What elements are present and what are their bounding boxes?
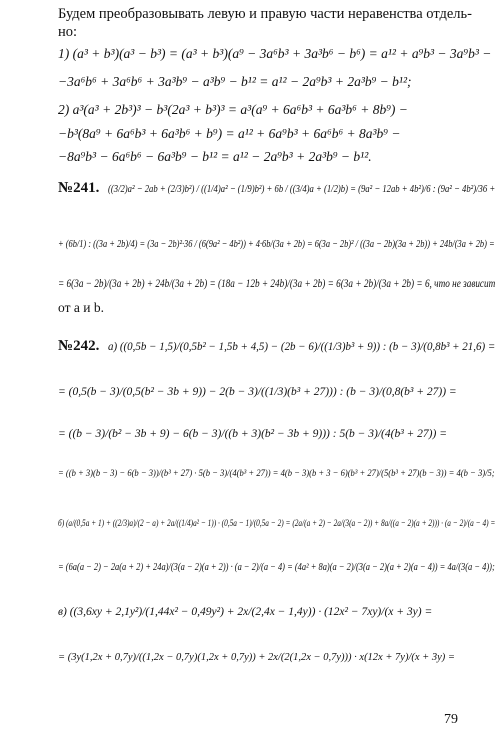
part1-line-2: −3a⁶b⁶ + 3a⁶b⁶ + 3a³b⁹ − a³b⁹ − b¹² = a¹² − 2a⁹b³ + 2a³b⁹ − b¹²; — [58, 74, 412, 89]
part1-line-1: 1) (a³ + b³)(a³ − b³) = (a³ + b³)(a⁹ − 3a⁶b³ + 3a³b⁶ − b⁶) = a¹² + a⁹b³ − 3a⁹b³ − — [58, 46, 492, 61]
problem-242b-line-1: б) (a/(0,5a + 1) + ((2/3)a)/(2 − a) + 2a/((1/4)a² − 1)) · (0,5a − 1)/(0,5a − 2) = (2a/(a + 2) − 2a/(3(a − 2)) + 8a/((a − 2)(a + 2))) · (a − 2)/(a − 4) = — [58, 519, 496, 529]
problem-241-line-3: = 6(3a − 2b)/(3a + 2b) + 24b/(3a + 2b) = (18a − 12b + 24b)/(3a + 2b) = 6(3a + 2b)/(3a + 2b) = 6, что не зависит — [58, 278, 496, 290]
problem-242c-line-2: = (3y(1,2x + 0,7y)/((1,2x − 0,7y)(1,2x + 0,7y)) + 2x/(2(1,2x − 0,7y))) · x(12x + 7y)/(x + 3y) = — [58, 652, 455, 663]
intro-line-1: Будем преобразовывать левую и правую части неравенства отдель- — [58, 6, 472, 22]
page-number: 79 — [444, 712, 458, 727]
part2-line-3: −8a⁹b³ − 6a⁶b⁶ − 6a³b⁹ − b¹² = a¹² − 2a⁹b³ + 2a³b⁹ − b¹². — [58, 149, 372, 164]
problem-242b-line-2: = (6a(a − 2) − 2a(a + 2) + 24a)/(3(a − 2)(a + 2)) · (a − 2)/(a − 4) = (4a² + 8a)(a − 2)/(3(a − 2)(a + 2)(a − 4)) = 4a/(3(a − 4)); — [58, 562, 495, 573]
part2-line-2: −b³(8a⁹ + 6a⁶b³ + 6a³b⁶ + b⁹) = a¹² + 6a⁹b³ + 6a⁶b⁶ + 8a³b⁹ − — [58, 126, 401, 141]
problem-242c-line-1: в) ((3,6xy + 2,1y²)/(1,44x² − 0,49y²) + 2x/(2,4x − 1,4y)) · (12x² − 7xy)/(x + 3y) = — [58, 606, 433, 618]
problem-241-line-2: + (6b/1) : ((3a + 2b)/4) = (3a − 2b)²·36 / (6(9a² − 4b²)) + 4·6b/(3a + 2b) = 6(3a − 2b)² / ((3a − 2b)(3a + 2b)) + 24b/(3a + 2b) = — [58, 238, 495, 250]
problem-242a-line-4: = ((b + 3)(b − 3) − 6(b − 3))/(b³ + 27) · 5(b − 3)/(4(b³ + 27)) = 4(b − 3)(b + 3 − 6)(b³ + 27)/(5(b³ + 27)(b − 3)) = 4(b − 3)/5; — [58, 469, 495, 479]
problem-241-line-4: от a и b. — [58, 300, 104, 315]
problem-242a-line-1: а) ((0,5b − 1,5)/(0,5b² − 1,5b + 4,5) − (2b − 6)/((1/3)b³ + 9)) : (b − 3)/(0,8b³ + 21,6) = — [108, 341, 496, 353]
problem-241-line-1: ((3/2)a² − 2ab + (2/3)b²) / ((1/4)a² − (1/9)b²) + 6b / ((3/4)a + (1/2)b) = (9a² − 12ab + 4b²)/6 : (9a² − 4b²)/36 + — [108, 183, 496, 195]
part2-line-1: 2) a³(a³ + 2b³)³ − b³(2a³ + b³)³ = a³(a⁹ + 6a⁶b³ + 6a³b⁶ + 8b⁹) − — [58, 102, 408, 117]
problem-242-label: №242. — [58, 338, 100, 354]
problem-241-label: №241. — [58, 180, 100, 196]
problem-242a-line-3: = ((b − 3)/(b² − 3b + 9) − 6(b − 3)/((b + 3)(b² − 3b + 9))) : 5(b − 3)/(4(b³ + 27)) = — [58, 428, 447, 440]
intro-line-2: но: — [58, 24, 78, 40]
problem-242a-line-2: = (0,5(b − 3)/(0,5(b² − 3b + 9)) − 2(b − 3)/((1/3)(b³ + 27))) : (b − 3)/(0,8(b³ + 27)) = — [58, 386, 457, 398]
